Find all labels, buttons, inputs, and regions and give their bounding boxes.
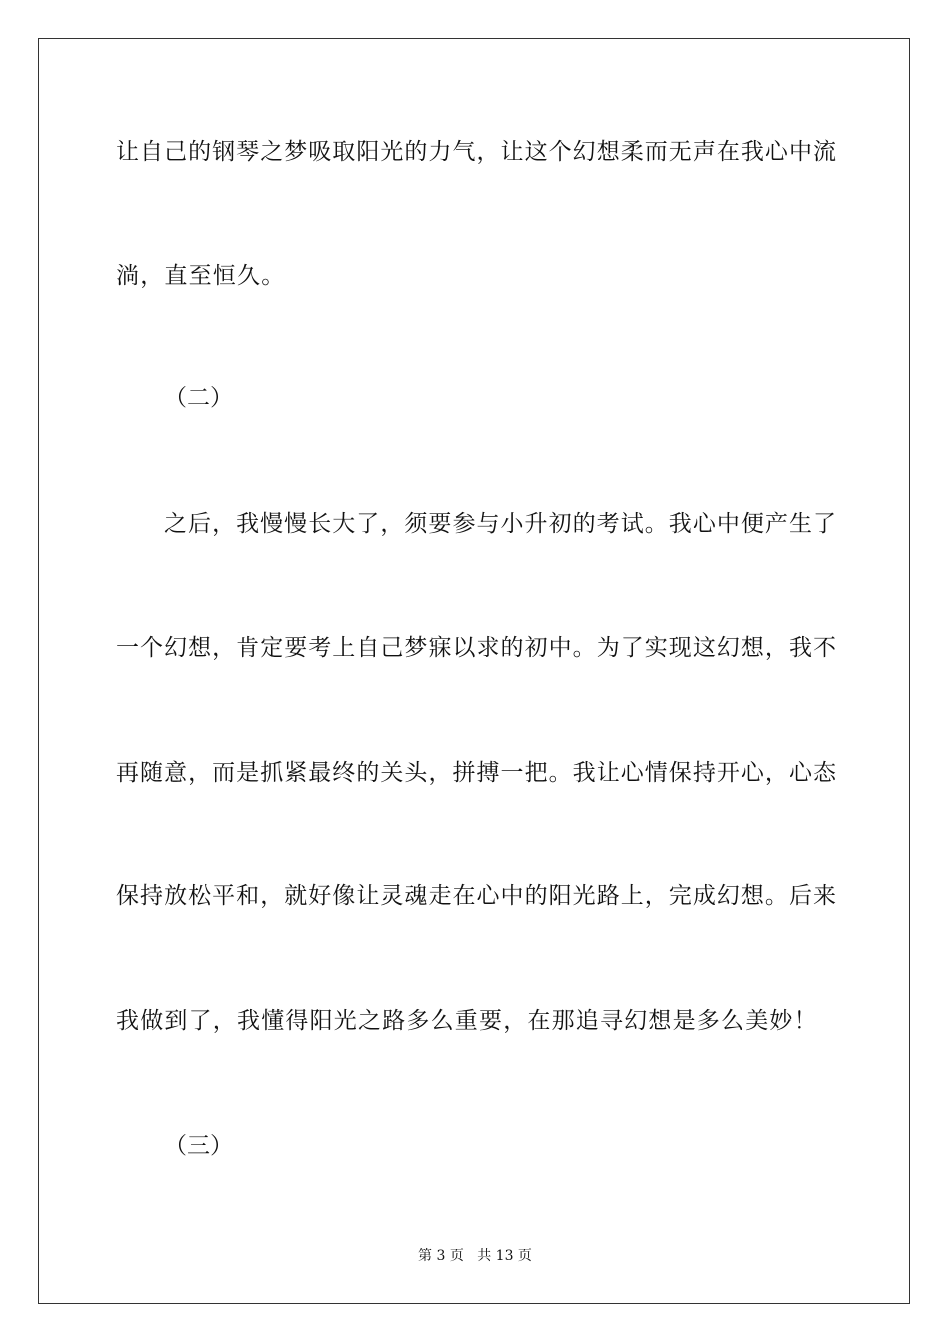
page-border [38,38,910,1304]
paragraph-line: 再随意，而是抓紧最终的关头，拼搏一把。我让心情保持开心，心态 [116,760,836,786]
page-total: 共 13 页 [477,1248,532,1264]
paragraph-line: 淌，直至恒久。 [116,263,286,289]
section-heading: （二） [164,385,233,411]
paragraph-line: 让自己的钢琴之梦吸取阳光的力气，让这个幻想柔而无声在我心中流 [116,139,836,165]
section-heading: （三） [164,1133,233,1159]
paragraph-line: 之后，我慢慢长大了，须要参与小升初的考试。我心中便产生了 [164,511,836,537]
page-footer [0,1246,950,1266]
paragraph-line: 一个幻想，肯定要考上自己梦寐以求的初中。为了实现这幻想，我不 [116,635,836,661]
paragraph-line: 保持放松平和，就好像让灵魂走在心中的阳光路上，完成幻想。后来 [116,883,836,909]
page-number: 第 3 页 [418,1248,464,1264]
paragraph-line: 我做到了，我懂得阳光之路多么重要，在那追寻幻想是多么美妙！ [116,1008,818,1034]
